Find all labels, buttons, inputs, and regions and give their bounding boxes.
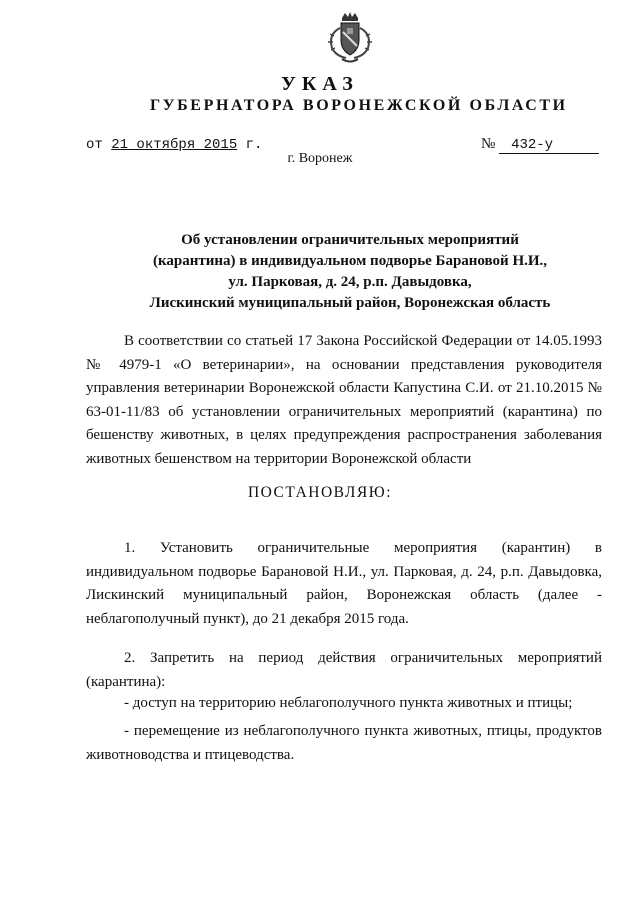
number-prefix: № xyxy=(481,136,496,152)
clause-2: 2. Запретить на период действия ограничительных мероприятий (карантина): xyxy=(86,650,602,690)
preamble-paragraph: В соответствии со статьей 17 Закона Российской Федерации от 14.05.1993 № 4979-1 «О ветеринарии», на основании представления руководителя управления ветеринарии Воронежской области Капустина С.И. от 21.10.2015 № 63-01-11/83 об установлении ограничительных мероприятий (карантина) по бешенству животных, в целях предупреждения распространения заболевания животных бешенством на территории Воронежской области xyxy=(86,333,602,467)
heading-line: ул. Парковая, д. 24, р.п. Давыдовка, xyxy=(228,274,472,290)
date-value: 21 октября 2015 xyxy=(111,137,238,153)
document-title: УКАЗ xyxy=(281,73,359,95)
number-value: 432-у xyxy=(499,137,599,154)
clause-2-bullet: - доступ на территорию неблагополучного пункта животных и птицы; xyxy=(124,695,573,711)
document-subtitle: ГУБЕРНАТОРА ВОРОНЕЖСКОЙ ОБЛАСТИ xyxy=(150,97,568,114)
heading-line: (карантина) в индивидуальном подворье Барановой Н.И., xyxy=(152,253,548,269)
document-city: г. Воронеж xyxy=(287,151,353,166)
heading-line: Об установлении ограничительных мероприятий xyxy=(181,232,519,248)
resolve-heading: ПОСТАНОВЛЯЮ: xyxy=(247,484,393,501)
document-heading xyxy=(0,230,640,314)
date-suffix: г. xyxy=(245,137,263,153)
clause-1: 1. Установить ограничительные мероприятия (карантин) в индивидуальном подворье Барановой Н.И., ул. Парковая, д. 24, р.п. Давыдовка, Лискинский муниципальный район, Воронежская область (далее - неблагополучный пункт), до 21 декабря 2015 года. xyxy=(86,540,602,627)
date-prefix: от xyxy=(86,137,103,153)
coat-of-arms-icon xyxy=(320,10,380,70)
heading-line: Лискинский муниципальный район, Воронежская область xyxy=(149,295,551,311)
clause-2-bullet: - перемещение из неблагополучного пункта животных, птицы, продуктов животноводства и птицеводства. xyxy=(86,723,602,763)
